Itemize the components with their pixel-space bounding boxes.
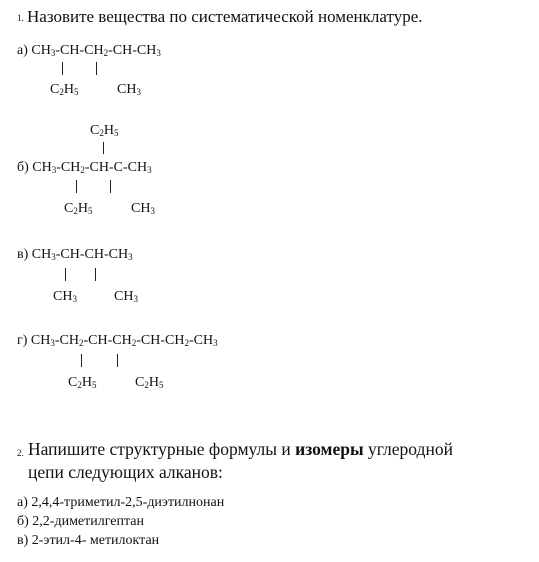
bond-a-2: [96, 62, 97, 75]
bond-a-1: [62, 62, 63, 75]
formula-g-sub2: $C_2H_5$: [135, 375, 164, 390]
task2-item-b: б) 2,2-диметилгептан: [17, 514, 144, 529]
bond-v-1: [65, 268, 66, 281]
bond-b-2: [110, 180, 111, 193]
formula-a-sub2: $CH_3$: [117, 82, 141, 97]
bond-v-2: [95, 268, 96, 281]
formula-v-sub2: $CH_3$: [114, 289, 138, 304]
formula-v-main: в) $CH_3-CH-CH-CH_3$: [17, 247, 133, 262]
formula-g-sub1: $C_2H_5$: [68, 375, 97, 390]
task2-line2: цепи следующих алканов:: [28, 462, 223, 482]
formula-g-main: г) $CH_3-CH_2-CH-CH_2-CH-CH_2-CH_3$: [17, 333, 218, 348]
bond-b-top: [103, 142, 104, 154]
task2-item-a: а) 2,4,4-триметил-2,5-диэтилнонан: [17, 495, 225, 510]
task1-number: 1.: [17, 13, 24, 23]
task2-item-v: в) 2-этил-4- метилоктан: [17, 533, 160, 548]
bond-g-2: [117, 354, 118, 367]
formula-b-sub2: $CH_3$: [131, 201, 155, 216]
task1-title: Назовите вещества по систематической номенклатуре.: [27, 7, 423, 26]
formula-v-sub1: $CH_3$: [53, 289, 77, 304]
bond-g-1: [81, 354, 82, 367]
task2-line1: Напишите структурные формулы и изомеры углеродной: [28, 439, 453, 459]
formula-b-main: б) $CH_3-CH_2-CH-C-CH_3$: [17, 160, 152, 175]
task2-number: 2.: [17, 448, 24, 458]
formula-b-sub1: $C_2H_5$: [64, 201, 93, 216]
formula-a-sub1: $C_2H_5$: [50, 82, 79, 97]
formula-b-top: $C_2H_5$: [90, 123, 119, 138]
bond-b-1: [76, 180, 77, 193]
formula-a-main: а) $CH_3-CH-CH_2-CH-CH_3$: [17, 43, 161, 58]
